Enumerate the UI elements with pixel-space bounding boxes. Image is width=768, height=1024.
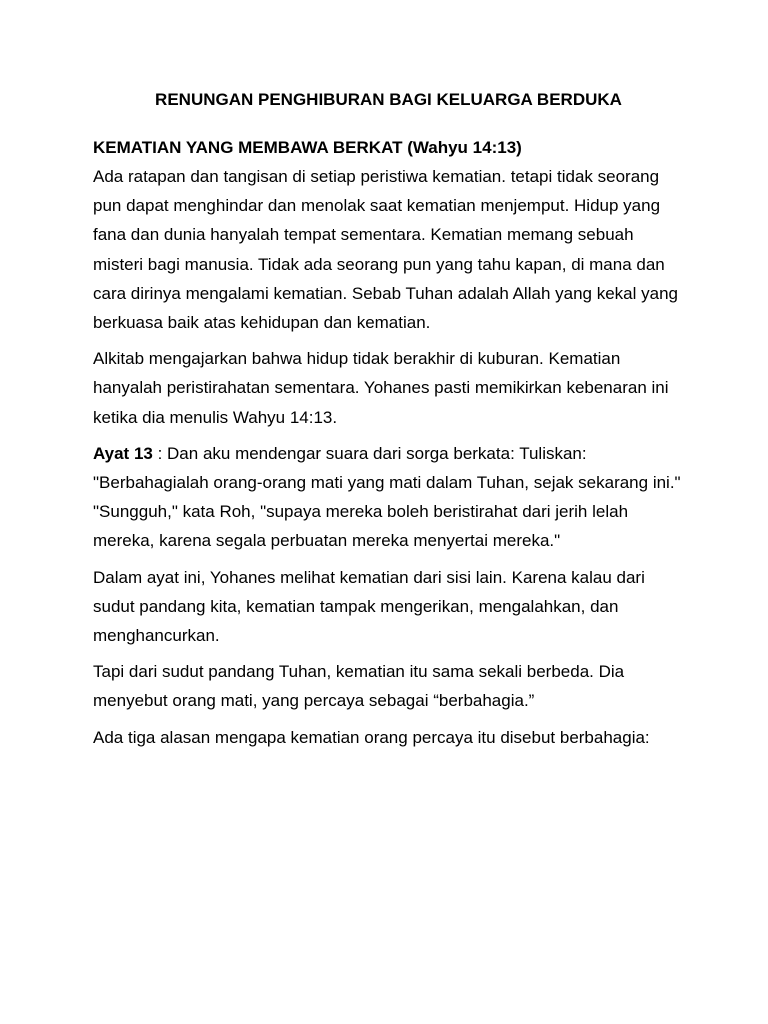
paragraph-1: Ada ratapan dan tangisan di setiap peristiwa kematian. tetapi tidak seorang pun dapat menghindar dan menolak saat kematian menjemput. Hidup yang fana dan dunia hanyalah tempat sementara. Kematian memang sebuah misteri bagi manusia. Tidak ada seorang pun yang tahu kapan, di mana dan cara dirinya mengalami kematian. Sebab Tuhan adalah Allah yang kekal yang berkuasa baik atas kehidupan dan kematian. — [93, 167, 678, 333]
paragraph-2: Alkitab mengajarkan bahwa hidup tidak berakhir di kuburan. Kematian hanyalah peristirahatan sementara. Yohanes pasti memikirkan kebenaran ini ketika dia menulis Wahyu 14:13. — [93, 349, 669, 427]
paragraph-4: Tapi dari sudut pandang Tuhan, kematian itu sama sekali berbeda. Dia menyebut orang mati, yang percaya sebagai “berbahagia.” — [93, 662, 625, 711]
document-title: RENUNGAN PENGHIBURAN BAGI KELUARGA BERDUKA — [155, 90, 622, 109]
verse-text: : Dan aku mendengar suara dari sorga berkata: Tuliskan: "Berbahagialah orang-orang mati yang mati dalam Tuhan, sejak sekarang ini." "Sungguh," kata Roh, "supaya mereka boleh beristirahat dari jerih lelah mereka, karena segala perbuatan mereka menyertai mereka." — [93, 443, 681, 551]
paragraph-3: Dalam ayat ini, Yohanes melihat kematian dari sisi lain. Karena kalau dari sudut pandang kita, kematian tampak mengerikan, mengalahkan, dan menghancurkan. — [93, 567, 645, 646]
section-heading: KEMATIAN YANG MEMBAWA BERKAT (Wahyu 14:13) — [93, 138, 522, 157]
paragraph-5: Ada tiga alasan mengapa kematian orang percaya itu disebut berbahagia: — [93, 727, 650, 747]
verse-reference: Ayat 13 — [93, 443, 153, 463]
verse-paragraph — [93, 439, 684, 556]
